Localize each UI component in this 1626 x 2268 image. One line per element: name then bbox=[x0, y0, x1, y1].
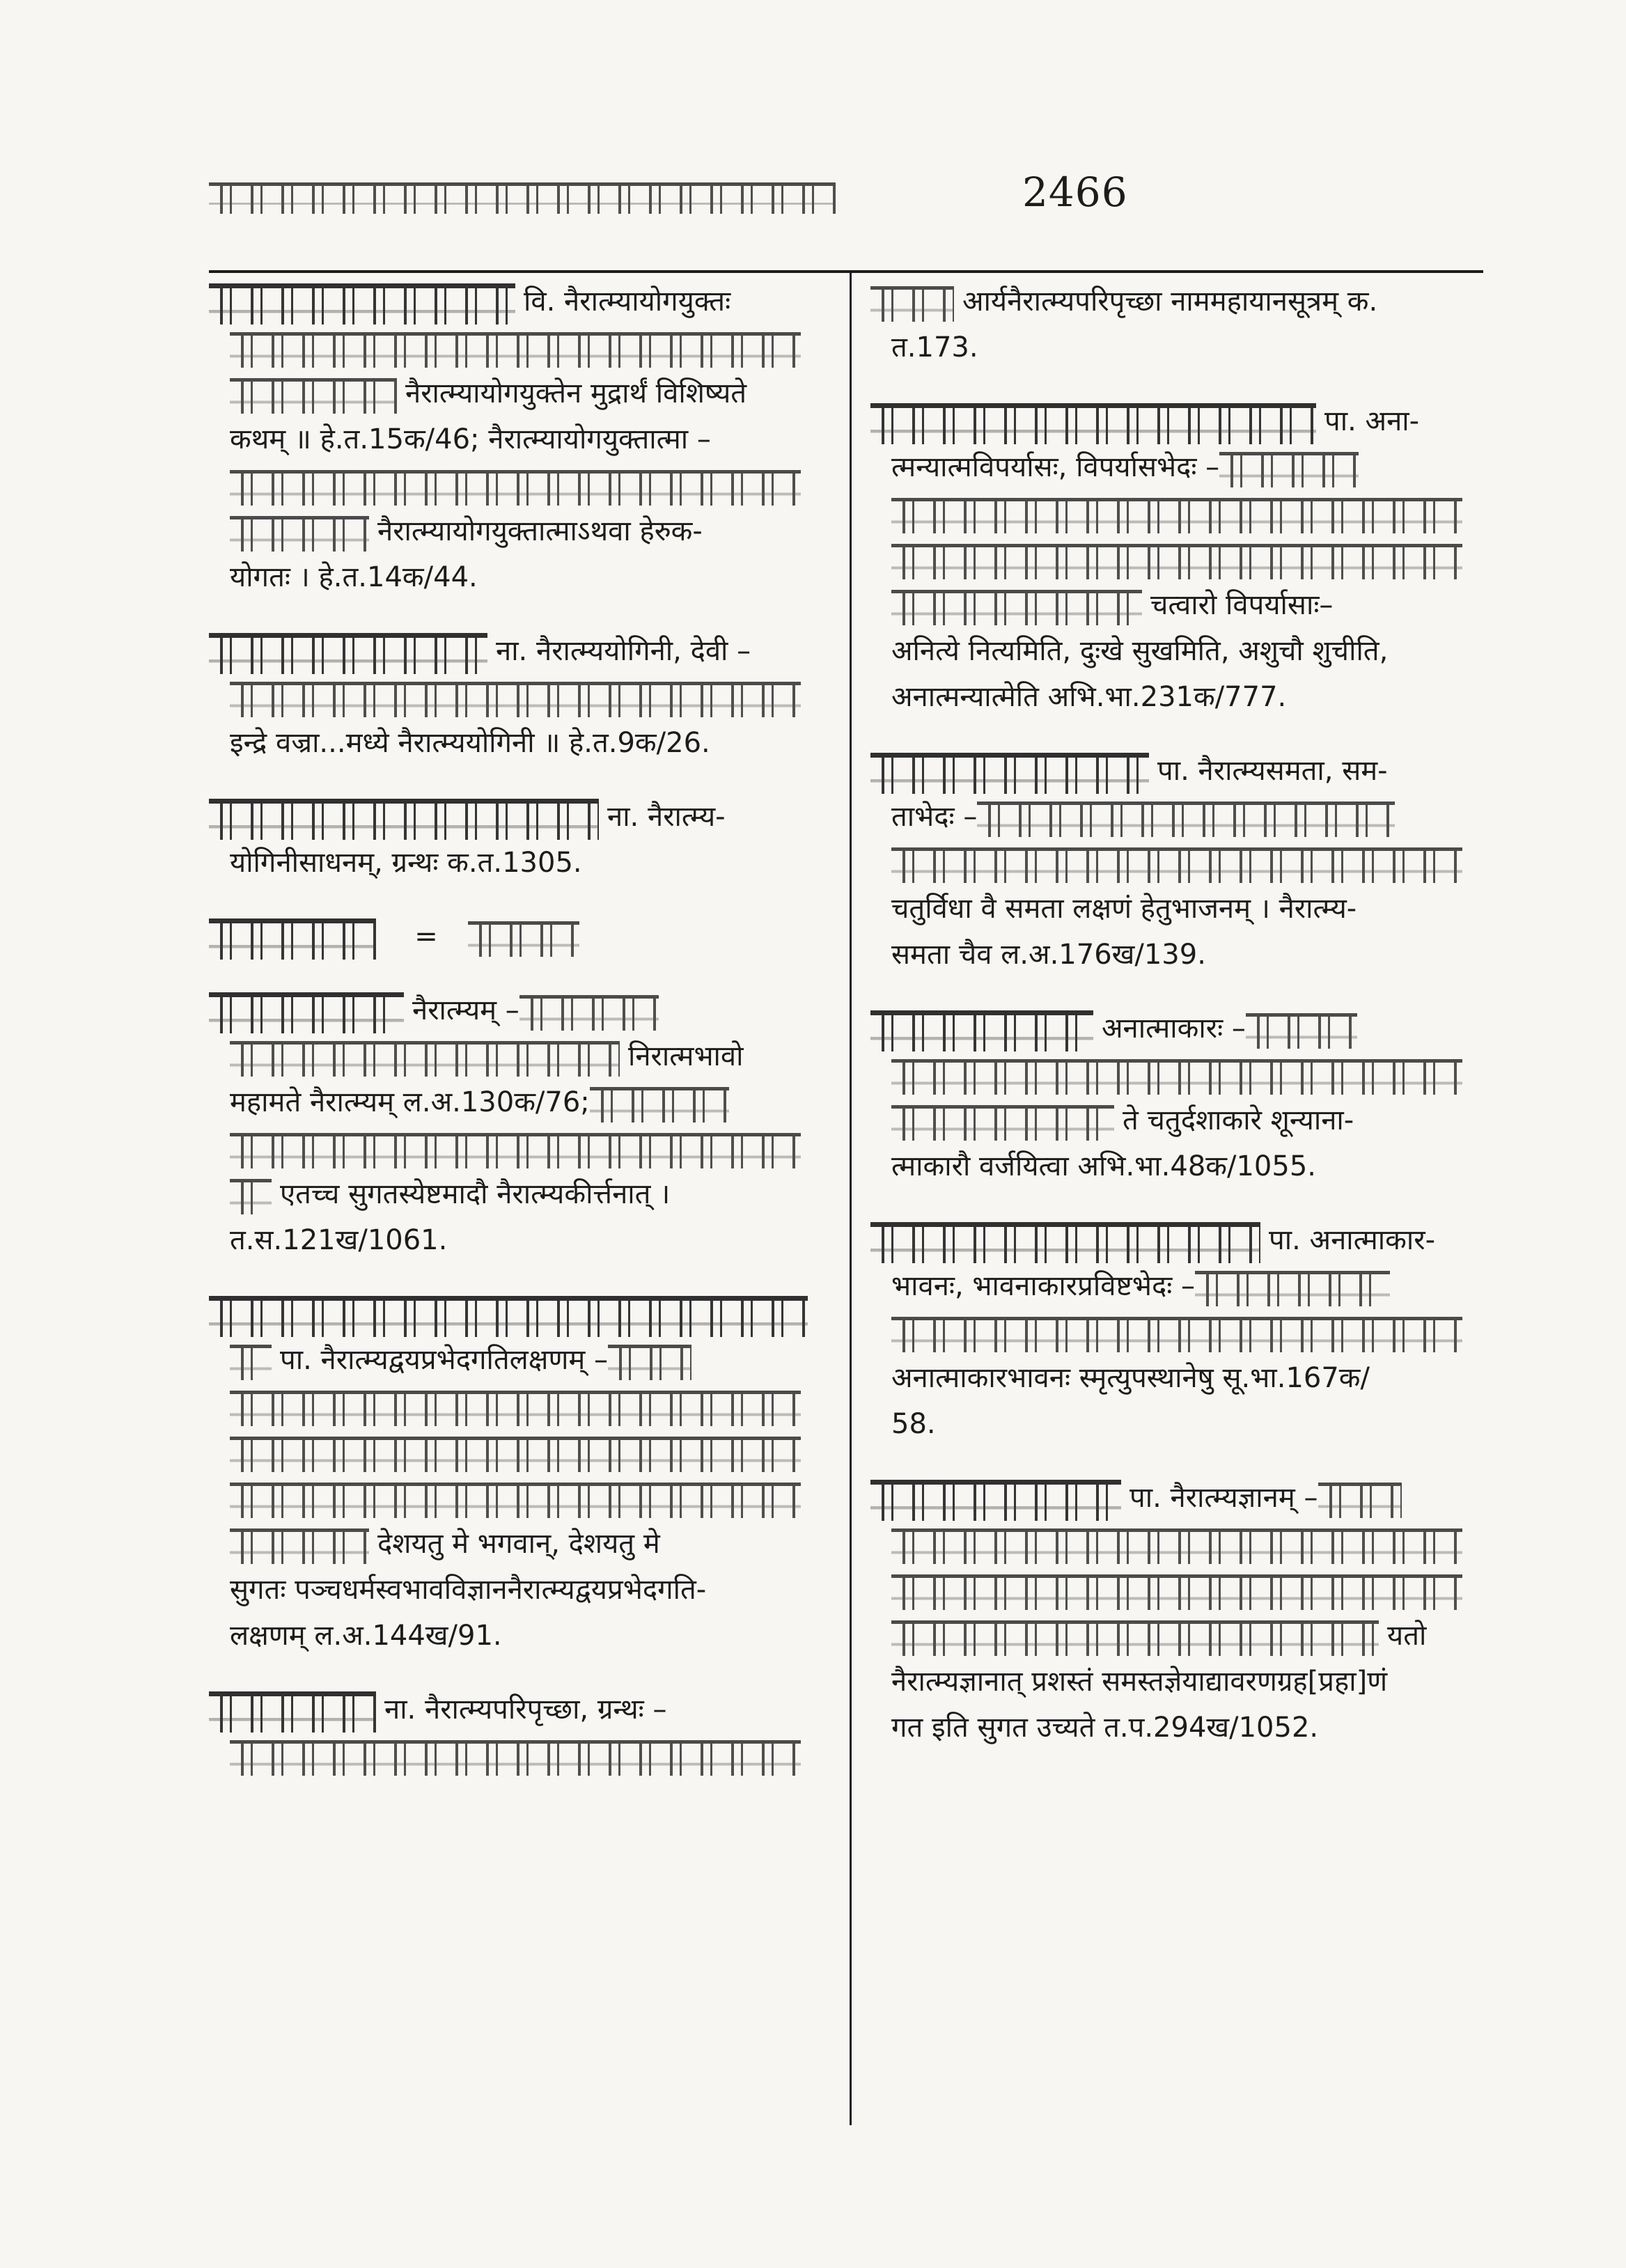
dictionary-entry bbox=[870, 398, 1483, 720]
tibetan-headword bbox=[209, 283, 515, 324]
sanskrit-text: इन्द्रे वज्रा...मध्ये नैरात्म्ययोगिनी ॥ हे.त.9क/26. bbox=[230, 727, 710, 759]
tibetan-headword bbox=[209, 1691, 376, 1733]
sanskrit-text: नैरात्म्यायोगयुक्तात्माऽथवा हेरुक- bbox=[377, 515, 703, 547]
definition-text: पा. नैरात्म्यद्वयप्रभेदगतिलक्षणम् – bbox=[280, 1344, 609, 1376]
tibetan-text bbox=[891, 1574, 1462, 1610]
tibetan-text bbox=[891, 1317, 1462, 1352]
dictionary-entry bbox=[209, 987, 822, 1263]
tibetan-headword bbox=[870, 403, 1316, 444]
tibetan-text bbox=[230, 378, 397, 414]
dictionary-entry-continued bbox=[870, 279, 1483, 370]
sanskrit-text: निरात्मभावो bbox=[628, 1040, 744, 1072]
tibetan-text bbox=[1246, 1013, 1357, 1049]
sanskrit-text: देशयतु मे भगवान्, देशयतु मे bbox=[377, 1528, 660, 1560]
sanskrit-text: सुगतः पञ्चधर्मस्वभावविज्ञाननैरात्म्यद्वयप्रभेदगति- bbox=[230, 1574, 707, 1606]
tibetan-text bbox=[519, 995, 659, 1031]
tibetan-text bbox=[230, 1179, 272, 1214]
citation-text: त.173. bbox=[891, 331, 978, 363]
citation-text: त्माकारौ वर्जयित्वा अभि.भा.48क/1055. bbox=[891, 1150, 1316, 1182]
tibetan-headword bbox=[209, 992, 404, 1033]
tibetan-text bbox=[891, 498, 1462, 533]
tibetan-text bbox=[977, 801, 1395, 837]
right-column bbox=[870, 279, 1483, 1778]
tibetan-headword bbox=[870, 753, 1149, 794]
definition-text: भावनः, भावनाकारप्रविष्टभेदः – bbox=[891, 1270, 1196, 1302]
tibetan-cross-reference bbox=[468, 921, 579, 957]
dictionary-entry bbox=[870, 748, 1483, 978]
tibetan-text bbox=[1219, 452, 1359, 487]
dictionary-entry bbox=[209, 914, 822, 960]
header-rule bbox=[209, 270, 1483, 273]
equals-sign: = bbox=[414, 921, 438, 953]
definition-text: वि. नैरात्म्यायोगयुक्तः bbox=[524, 286, 731, 318]
definition-text: पा. नैरात्म्यज्ञानम् – bbox=[1129, 1482, 1318, 1514]
dictionary-entry bbox=[209, 1687, 822, 1778]
tibetan-headword bbox=[870, 1480, 1121, 1521]
tibetan-headword bbox=[209, 633, 487, 674]
tibetan-headword bbox=[209, 799, 599, 840]
tibetan-text bbox=[230, 1437, 801, 1472]
tibetan-headword bbox=[209, 1296, 808, 1337]
citation-text: महामते नैरात्म्यम् ल.अ.130क/76; bbox=[230, 1086, 590, 1118]
sanskrit-text: ते चतुर्दशाकारे शून्याना- bbox=[1123, 1104, 1354, 1136]
tibetan-text bbox=[891, 847, 1462, 883]
sanskrit-text: अनित्ये नित्यमिति, दुःखे सुखमिति, अशुचौ शुचीति, bbox=[891, 635, 1389, 667]
citation-text: योगिनीसाधनम्, ग्रन्थः क.त.1305. bbox=[230, 847, 582, 879]
tibetan-text bbox=[230, 1041, 620, 1077]
sanskrit-text: नैरात्म्यायोगयुक्तेन मुद्रार्थं विशिष्यते bbox=[405, 377, 747, 409]
definition-text: पा. अना- bbox=[1324, 405, 1420, 437]
citation-text: लक्षणम् ल.अ.144ख/91. bbox=[230, 1620, 502, 1652]
tibetan-text bbox=[891, 590, 1142, 625]
tibetan-text bbox=[891, 544, 1462, 579]
definition-text: ना. नैरात्म्ययोगिनी, देवी – bbox=[496, 635, 751, 667]
tibetan-text bbox=[230, 332, 801, 368]
tibetan-text bbox=[1318, 1483, 1402, 1518]
tibetan-text bbox=[891, 1620, 1379, 1656]
column-divider bbox=[850, 273, 852, 2125]
tibetan-text bbox=[891, 1528, 1462, 1564]
tibetan-text bbox=[230, 1740, 801, 1776]
citation-text: 58. bbox=[891, 1408, 936, 1440]
tibetan-text bbox=[230, 1133, 801, 1168]
tibetan-text bbox=[230, 470, 801, 506]
dictionary-entry bbox=[870, 1006, 1483, 1189]
tibetan-headword bbox=[870, 1010, 1093, 1051]
definition-text: त्मन्यात्मविपर्यासः, विपर्यासभेदः – bbox=[891, 451, 1220, 483]
definition-text: पा. अनात्माकार- bbox=[1269, 1224, 1436, 1256]
citation-text: त.स.121ख/1061. bbox=[230, 1224, 448, 1256]
tibetan-headword bbox=[209, 918, 376, 960]
running-header bbox=[209, 164, 1462, 227]
citation-text: योगतः । हे.त.14क/44. bbox=[230, 561, 478, 593]
sanskrit-text: चत्वारो विपर्यासाः– bbox=[1150, 589, 1334, 621]
header-tibetan-running-title bbox=[209, 182, 836, 214]
tibetan-text bbox=[590, 1087, 729, 1123]
tibetan-text bbox=[230, 1345, 272, 1380]
tibetan-text bbox=[230, 1483, 801, 1518]
citation-text: समता चैव ल.अ.176ख/139. bbox=[891, 939, 1206, 971]
page-number: 2466 bbox=[1022, 169, 1128, 216]
definition-text: ना. नैरात्म्य- bbox=[607, 801, 726, 833]
left-column bbox=[209, 279, 822, 1806]
dictionary-entry bbox=[870, 1217, 1483, 1447]
tibetan-text bbox=[891, 1059, 1462, 1095]
definition-text: ना. नैरात्म्यपरिपृच्छा, ग्रन्थः – bbox=[384, 1694, 667, 1726]
definition-text: पा. नैरात्म्यसमता, सम- bbox=[1157, 755, 1388, 787]
sanskrit-text: यतो bbox=[1387, 1620, 1427, 1652]
tibetan-text bbox=[230, 1391, 801, 1426]
tibetan-text bbox=[230, 682, 801, 717]
sanskrit-text: एतच्च सुगतस्येष्टमादौ नैरात्म्यकीर्त्तनात् । bbox=[280, 1178, 671, 1210]
tibetan-headword bbox=[870, 1222, 1260, 1263]
tibetan-text bbox=[230, 1528, 369, 1564]
definition-text: अनात्माकारः – bbox=[1102, 1012, 1246, 1045]
dictionary-entry bbox=[209, 279, 822, 600]
dictionary-entry bbox=[209, 1291, 822, 1659]
dictionary-entry bbox=[209, 794, 822, 886]
definition-text: नैरात्म्यम् – bbox=[412, 994, 519, 1026]
citation-text: अनात्मन्यात्मेति अभि.भा.231क/777. bbox=[891, 681, 1287, 713]
dictionary-entry bbox=[209, 628, 822, 766]
sanskrit-text: कथम् ॥ हे.त.15क/46; नैरात्म्यायोगयुक्तात्मा – bbox=[230, 423, 711, 455]
citation-text: गत इति सुगत उच्यते त.प.294ख/1052. bbox=[891, 1712, 1319, 1744]
sanskrit-text: नैरात्म्यज्ञानात् प्रशस्तं समस्तज्ञेयाद्यावरणग्रह[प्रहा]णं bbox=[891, 1666, 1388, 1698]
sanskrit-text: अनात्माकारभावनः स्मृत्युपस्थानेषु सू.भा.167क/ bbox=[891, 1362, 1370, 1394]
tibetan-text bbox=[608, 1345, 691, 1380]
tibetan-text bbox=[891, 1105, 1114, 1141]
definition-text: ताभेदः – bbox=[891, 801, 978, 833]
tibetan-text bbox=[870, 286, 954, 322]
sanskrit-text: चतुर्विधा वै समता लक्षणं हेतुभाजनम् । नैरात्म्य- bbox=[891, 893, 1357, 925]
sanskrit-text: आर्यनैरात्म्यपरिपृच्छा नाममहायानसूत्रम् क. bbox=[962, 286, 1378, 318]
dictionary-entry bbox=[870, 1475, 1483, 1751]
tibetan-text bbox=[230, 516, 369, 552]
tibetan-text bbox=[1195, 1271, 1390, 1306]
